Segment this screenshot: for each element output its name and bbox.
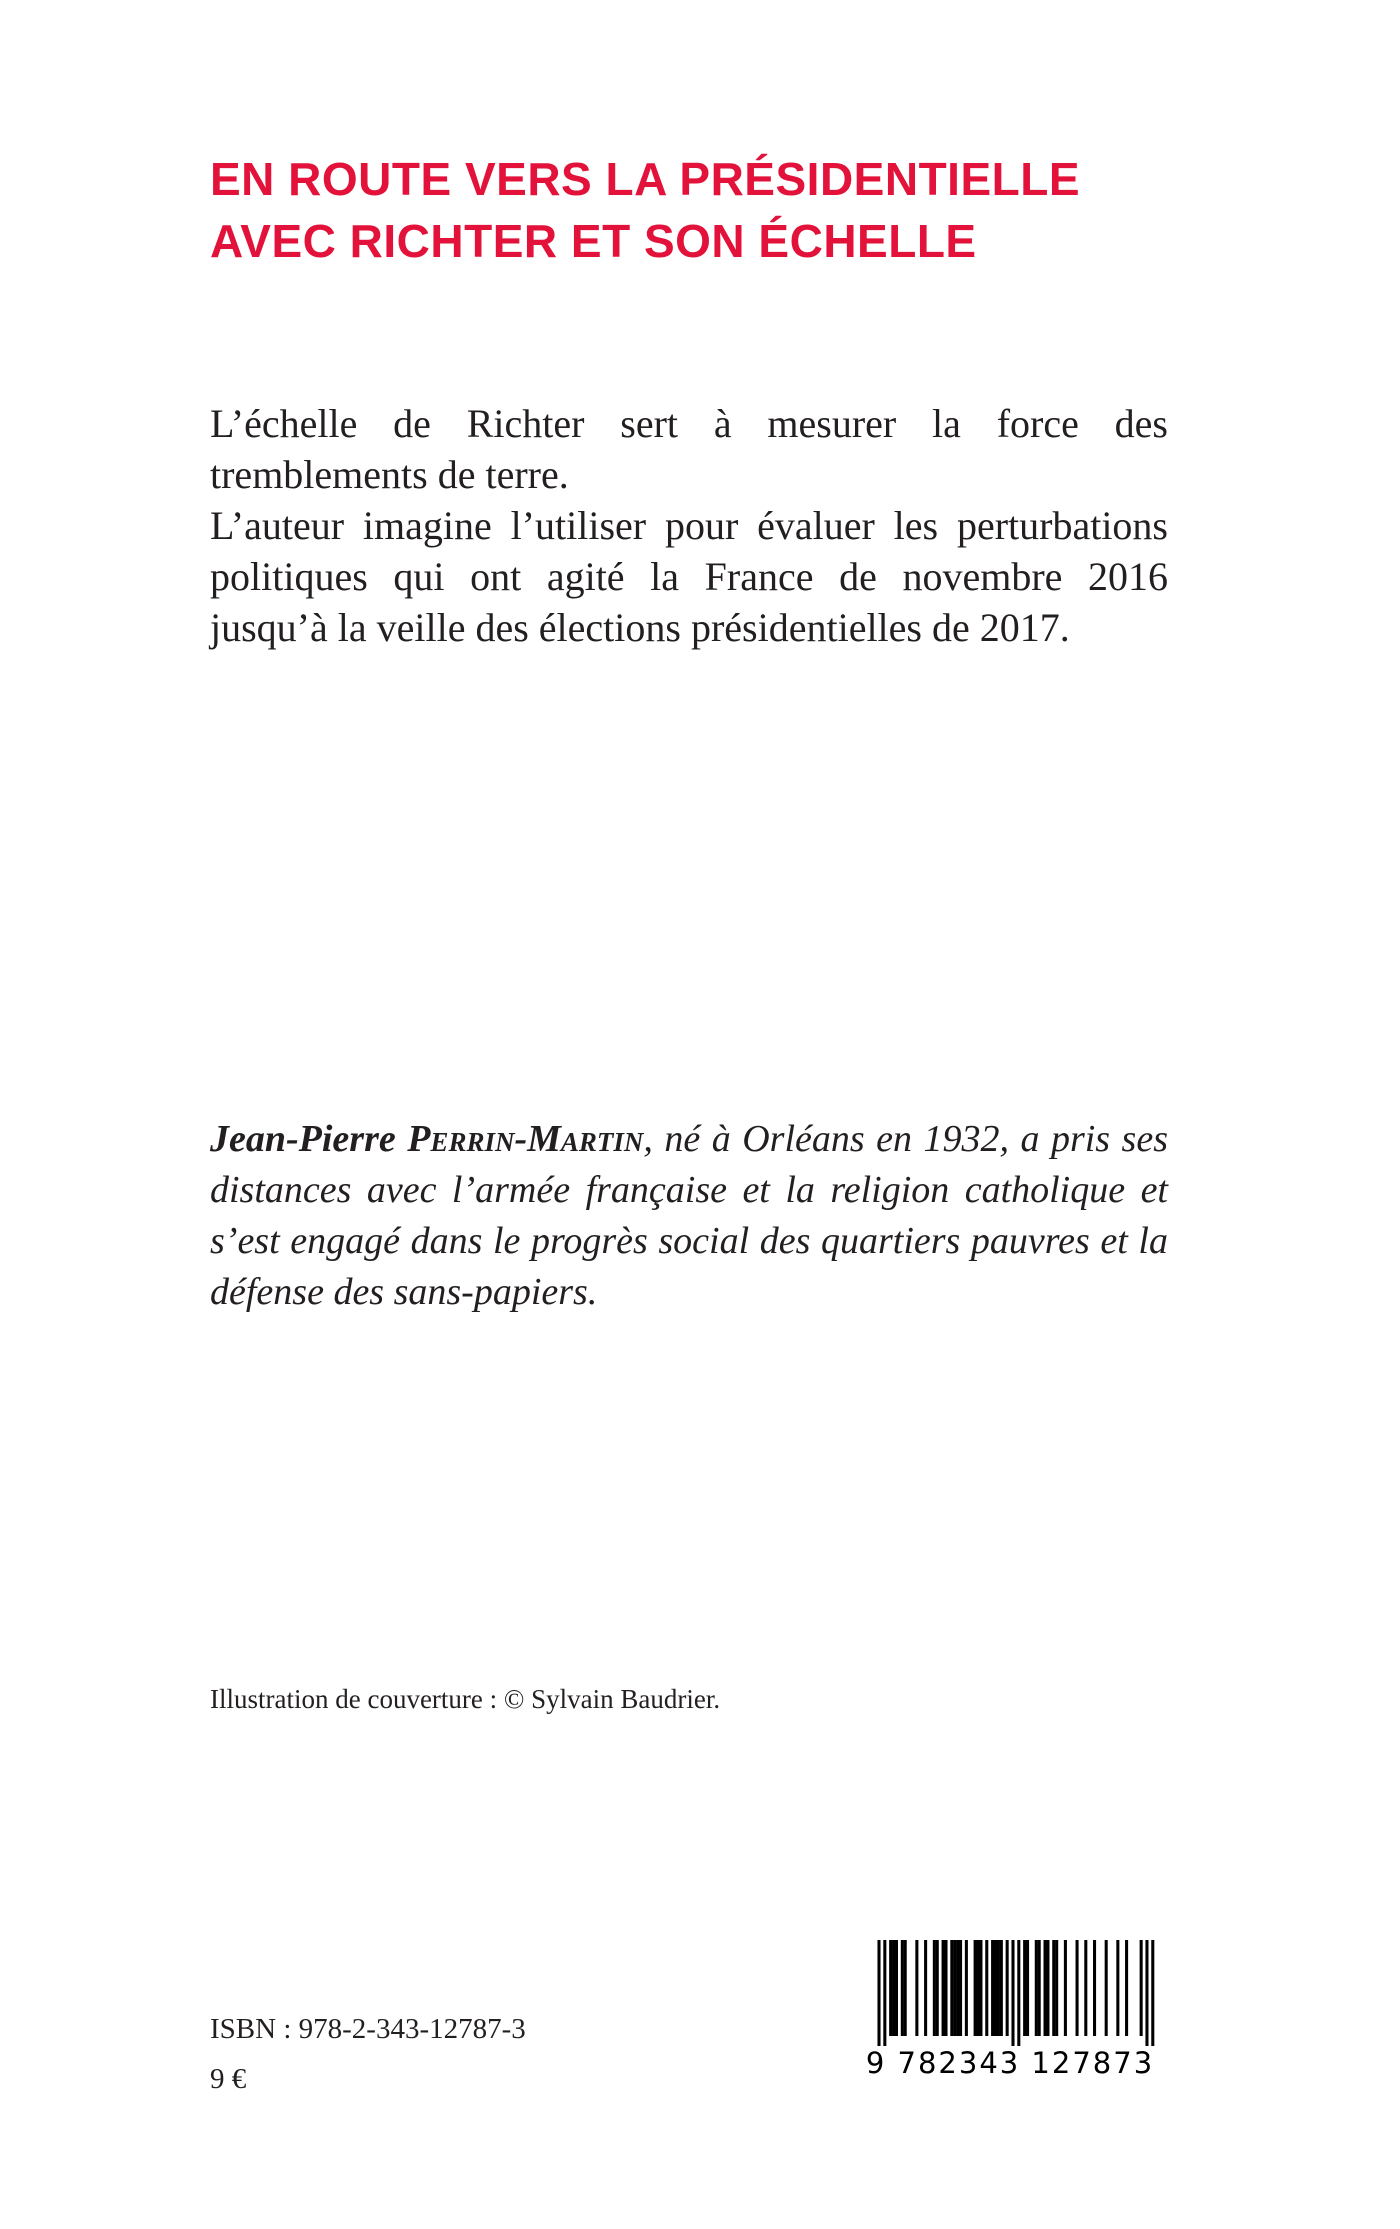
book-title bbox=[210, 148, 1210, 272]
barcode-bar bbox=[944, 1940, 947, 2036]
barcode-bar bbox=[1076, 1940, 1079, 2036]
summary-paragraph-1: L’échelle de Richter sert à mesurer la force des tremblements de terre. bbox=[210, 401, 1168, 497]
barcode-bar bbox=[936, 1940, 939, 2036]
barcode-bar bbox=[997, 1940, 1000, 2036]
book-title-line-2: AVEC RICHTER ET SON ÉCHELLE bbox=[210, 215, 977, 267]
barcode-bar bbox=[974, 1940, 977, 2036]
barcode-bar bbox=[1017, 1940, 1020, 2046]
barcode-bar bbox=[1140, 1940, 1143, 2036]
summary-paragraph-2: L’auteur imagine l’utiliser pour évaluer les perturbations politiques qui ont agité la France de novembre 2016 jusqu’à la veille des élections présidentielles de 2017. bbox=[210, 503, 1168, 650]
barcode-bar bbox=[942, 1940, 945, 2036]
summary bbox=[210, 398, 1168, 653]
barcode-bar bbox=[1026, 1940, 1029, 2036]
barcode-digits: 9 782343 127873 bbox=[865, 2046, 1155, 2080]
barcode-bar bbox=[933, 1940, 936, 2036]
barcode-bar bbox=[991, 1940, 994, 2036]
barcode-bar bbox=[953, 1940, 956, 2036]
barcode-bar bbox=[950, 1940, 953, 2036]
barcode-bar bbox=[956, 1940, 959, 2036]
barcode-bar bbox=[1145, 1940, 1148, 2046]
barcode-bar bbox=[977, 1940, 980, 2036]
barcode-bar bbox=[1093, 1940, 1096, 2036]
barcode-bar bbox=[1125, 1940, 1128, 2036]
barcode-bar bbox=[1105, 1940, 1108, 2036]
barcode-bar bbox=[1035, 1940, 1038, 2036]
barcode-bar bbox=[1052, 1940, 1055, 2036]
barcode-bar bbox=[1023, 1940, 1026, 2036]
barcode-bar bbox=[959, 1940, 962, 2036]
barcode-bar bbox=[1000, 1940, 1003, 2036]
barcode-icon bbox=[860, 1940, 1160, 2046]
barcode-bar bbox=[915, 1940, 918, 2036]
barcode-bar bbox=[877, 1940, 880, 2046]
barcode-bar bbox=[883, 1940, 886, 2046]
barcode-bar bbox=[979, 1940, 982, 2036]
author-first-name: Jean-Pierre bbox=[210, 1118, 396, 1160]
barcode-bar bbox=[1046, 1940, 1049, 2036]
barcode-bar bbox=[1044, 1940, 1047, 2036]
barcode-bar bbox=[1084, 1940, 1087, 2036]
price: 9 € bbox=[210, 2063, 247, 2095]
isbn: ISBN : 978-2-343-12787-3 bbox=[210, 2013, 526, 2045]
book-title-line-1: EN ROUTE VERS LA PRÉSIDENTIELLE bbox=[210, 153, 1081, 205]
barcode bbox=[852, 1940, 1168, 2086]
barcode-bar bbox=[924, 1940, 927, 2036]
barcode-bar bbox=[965, 1940, 968, 2036]
barcode-bar bbox=[904, 1940, 907, 2036]
author-bio-text: , né à Orléans en 1932, a pris ses distances avec l’armée française et la religion catholique et s’est engagé dans le progrès social des quartiers pauvres et la défense des sans-papiers. bbox=[210, 1118, 1168, 1313]
barcode-bar bbox=[901, 1940, 904, 2036]
author-last-name: Perrin-Martin bbox=[407, 1118, 644, 1160]
barcode-bar bbox=[1151, 1940, 1154, 2046]
barcode-bar bbox=[1064, 1940, 1067, 2036]
barcode-bar bbox=[1011, 1940, 1014, 2046]
barcode-bar bbox=[1006, 1940, 1009, 2036]
author-bio bbox=[210, 1114, 1168, 1318]
illustration-credit: Illustration de couverture : © Sylvain Baudrier. bbox=[210, 1684, 721, 1714]
barcode-bar bbox=[895, 1940, 898, 2036]
barcode-bar bbox=[892, 1940, 895, 2036]
barcode-bar bbox=[1038, 1940, 1041, 2036]
barcode-bar bbox=[985, 1940, 988, 2036]
barcode-bar bbox=[1055, 1940, 1058, 2036]
barcode-bar bbox=[994, 1940, 997, 2036]
barcode-bar bbox=[1116, 1940, 1119, 2036]
barcode-bar bbox=[889, 1940, 892, 2036]
